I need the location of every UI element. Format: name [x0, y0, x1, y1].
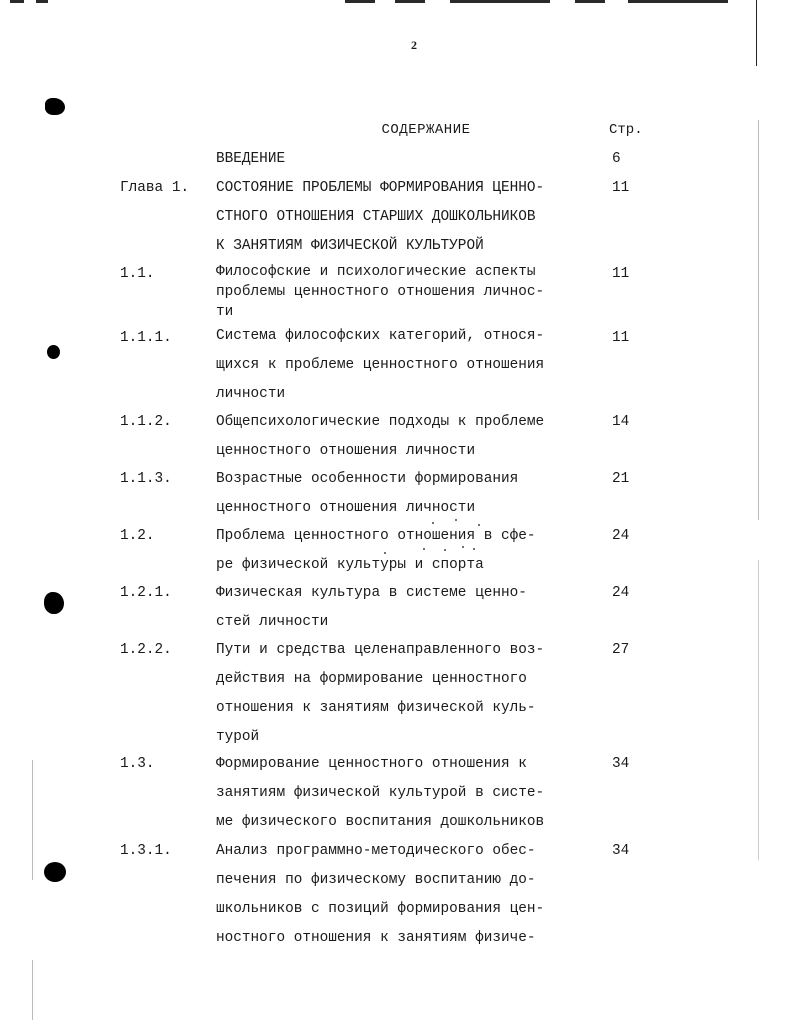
toc-entry-title-line: ти [216, 304, 234, 320]
toc-entry-title-line: СОСТОЯНИЕ ПРОБЛЕМЫ ФОРМИРОВАНИЯ ЦЕННО- [216, 180, 545, 196]
toc-heading: СОДЕРЖАНИЕ [381, 122, 471, 138]
toc-entry-number: 1.2.1. [120, 585, 172, 601]
toc-entry-title-line: ре физической культуры и спорта [216, 557, 484, 573]
ink-speck [444, 549, 446, 551]
toc-entry-title-line: Возрастные особенности формирования [216, 471, 519, 487]
toc-entry-title-line: Общепсихологические подходы к проблеме [216, 414, 545, 430]
toc-entry-number: 1.1.3. [120, 471, 172, 487]
toc-entry-title-line: ме физического воспитания дошкольников [216, 814, 545, 830]
toc-entry-page: 11 [612, 266, 630, 282]
punch-hole-blot [44, 592, 64, 614]
toc-entry-title-line: ностного отношения к занятиям физиче- [216, 930, 536, 946]
toc-entry-number: 1.1.1. [120, 330, 172, 346]
ink-speck [423, 548, 425, 550]
scan-edge-line [32, 760, 33, 880]
scan-edge-mark [395, 0, 425, 3]
toc-entry-title-line: проблемы ценностного отношения личнос- [216, 284, 545, 300]
scan-edge-mark [575, 0, 605, 3]
toc-entry-page: 11 [612, 330, 630, 346]
toc-entry-page: 21 [612, 471, 630, 487]
toc-entry-page: 14 [612, 414, 630, 430]
toc-entry-number: 1.1.2. [120, 414, 172, 430]
toc-entry-title-line: печения по физическому воспитанию до- [216, 872, 536, 888]
toc-entry-title-line: школьников с позиций формирования цен- [216, 901, 545, 917]
toc-entry-page: 34 [612, 843, 630, 859]
toc-entry-title-line: Формирование ценностного отношения к [216, 756, 527, 772]
toc-entry-number: 1.3.1. [120, 843, 172, 859]
ink-speck [455, 519, 457, 521]
punch-hole-blot [44, 862, 66, 882]
toc-entry-number: Глава 1. [120, 180, 190, 196]
toc-entry-title-line: щихся к проблеме ценностного отношения [216, 357, 545, 373]
toc-entry-page: 27 [612, 642, 630, 658]
toc-entry-title-line: ценностного отношения личности [216, 500, 476, 516]
scan-edge-line [758, 560, 759, 860]
ink-speck [384, 552, 386, 554]
toc-entry-title-line: ВВЕДЕНИЕ [216, 151, 286, 167]
page-number: 2 [411, 38, 417, 52]
toc-entry-title-line: стей личности [216, 614, 329, 630]
toc-entry-title-line: ценностного отношения личности [216, 443, 476, 459]
toc-entry-page: 24 [612, 528, 630, 544]
ink-speck [478, 524, 480, 526]
toc-entry-title-line: действия на формирование ценностного [216, 671, 527, 687]
toc-entry-number: 1.2.2. [120, 642, 172, 658]
scan-edge-mark [36, 0, 48, 3]
toc-entry-title-line: Физическая культура в системе ценно- [216, 585, 527, 601]
toc-entry-page: 6 [612, 151, 621, 167]
scan-edge-mark [345, 0, 375, 3]
scan-edge-line [758, 120, 759, 520]
scan-edge-mark [10, 0, 24, 3]
ink-speck [462, 546, 464, 548]
toc-entry-number: 1.2. [120, 528, 155, 544]
toc-entry-title-line: Проблема ценностного отношения в сфе- [216, 528, 536, 544]
toc-entry-page: 34 [612, 756, 630, 772]
toc-entry-title-line: СТНОГО ОТНОШЕНИЯ СТАРШИХ ДОШКОЛЬНИКОВ [216, 209, 536, 225]
toc-entry-title-line: занятиям физической культурой в систе- [216, 785, 545, 801]
toc-entry-page: 24 [612, 585, 630, 601]
toc-entry-title-line: Система философских категорий, относя- [216, 328, 545, 344]
toc-entry-title-line: Пути и средства целенаправленного воз- [216, 642, 545, 658]
punch-hole-blot [45, 98, 65, 115]
scan-edge-line [32, 960, 33, 1020]
toc-entry-title-line: личности [216, 386, 286, 402]
punch-hole-blot [47, 345, 60, 359]
toc-entry-number: 1.3. [120, 756, 155, 772]
scan-edge-mark [450, 0, 550, 3]
toc-entry-title-line: Философские и психологические аспекты [216, 264, 536, 280]
toc-entry-page: 11 [612, 180, 630, 196]
scan-edge-mark [628, 0, 728, 3]
toc-entry-number: 1.1. [120, 266, 155, 282]
pages-column-header: Стр. [609, 122, 643, 138]
ink-speck [473, 548, 475, 550]
toc-entry-title-line: отношения к занятиям физической куль- [216, 700, 536, 716]
ink-speck [432, 522, 434, 524]
scan-edge-line [756, 0, 757, 66]
toc-entry-title-line: К ЗАНЯТИЯМ ФИЗИЧЕСКОЙ КУЛЬТУРОЙ [216, 238, 484, 254]
toc-entry-title-line: Анализ программно-методического обес- [216, 843, 536, 859]
toc-entry-title-line: турой [216, 729, 260, 745]
